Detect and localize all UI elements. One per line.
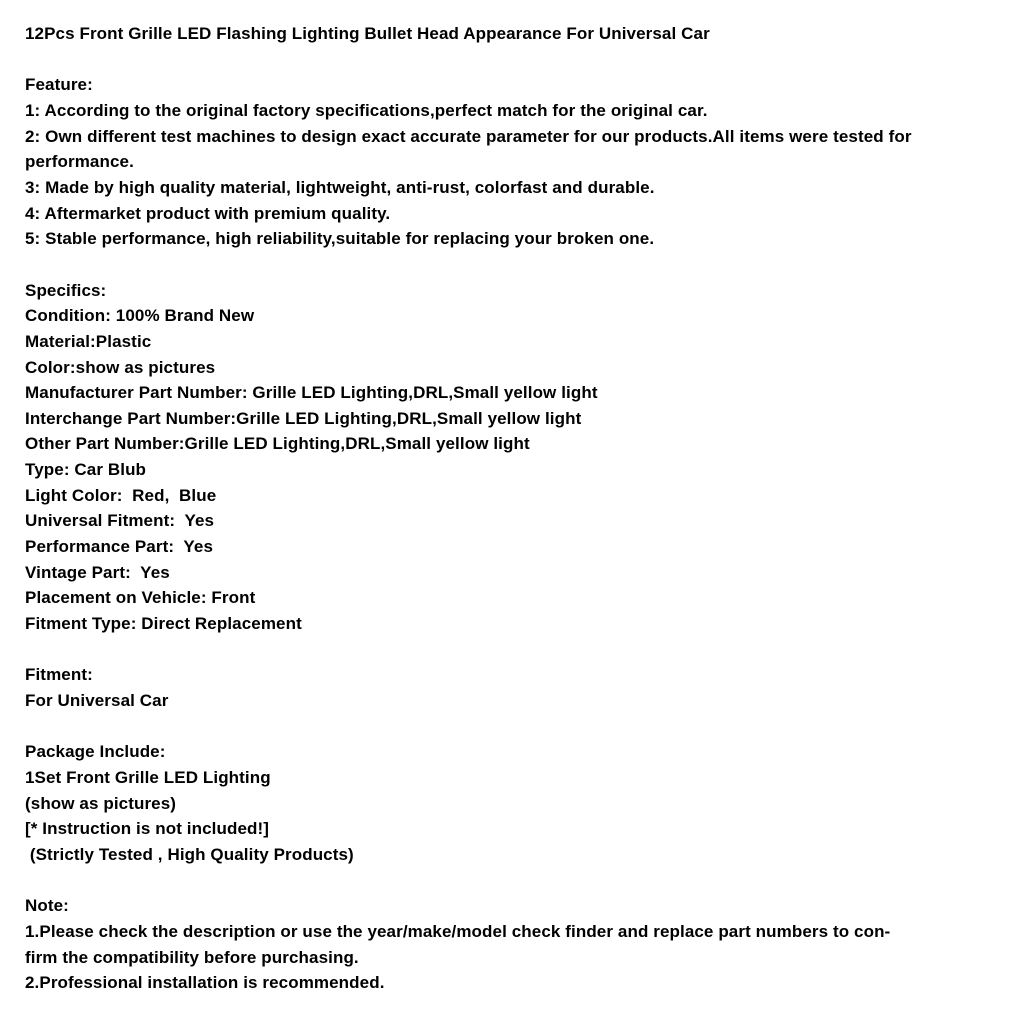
- text-line: Manufacturer Part Number: Grille LED Lighting,DRL,Small yellow light: [25, 383, 598, 403]
- section-package: [25, 739, 1000, 867]
- text-line: Color:show as pictures: [25, 357, 216, 377]
- text-line: 4: Aftermarket product with premium quality.: [25, 203, 391, 223]
- text-line: Vintage Part: Yes: [25, 562, 170, 582]
- package-heading: Package Include:: [25, 742, 166, 762]
- fitment-heading: Fitment:: [25, 665, 93, 685]
- section-specifics: [25, 278, 1000, 637]
- text-line: 5: Stable performance, high reliability,suitable for replacing your broken one.: [25, 229, 655, 249]
- text-line: [* Instruction is not included!]: [25, 819, 270, 839]
- text-line: Fitment Type: Direct Replacement: [25, 614, 302, 634]
- text-line: Condition: 100% Brand New: [25, 306, 255, 326]
- section-title: [25, 21, 1000, 47]
- text-line: 3: Made by high quality material, lightweight, anti-rust, colorfast and durable.: [25, 177, 655, 197]
- text-line: Universal Fitment: Yes: [25, 511, 215, 531]
- feature-heading: Feature:: [25, 75, 93, 95]
- text-line: (Strictly Tested , High Quality Products): [25, 844, 354, 864]
- specifics-heading: Specifics:: [25, 280, 107, 300]
- text-line: Type: Car Blub: [25, 460, 147, 480]
- text-line: firm the compatibility before purchasing.: [25, 947, 359, 967]
- text-line: 1.Please check the description or use the year/make/model check finder and replace part numbers to con-: [25, 921, 891, 941]
- section-fitment: [25, 662, 1000, 713]
- text-line: 1Set Front Grille LED Lighting: [25, 767, 271, 787]
- text-line: For Universal Car: [25, 691, 169, 711]
- text-line: Other Part Number:Grille LED Lighting,DRL,Small yellow light: [25, 434, 530, 454]
- section-feature: [25, 72, 1000, 252]
- text-line: performance.: [25, 152, 134, 172]
- text-line: (show as pictures): [25, 793, 177, 813]
- text-line: Interchange Part Number:Grille LED Lighting,DRL,Small yellow light: [25, 408, 582, 428]
- text-line: Light Color: Red, Blue: [25, 485, 217, 505]
- text-line: 2.Professional installation is recommended.: [25, 973, 385, 993]
- text-line: 2: Own different test machines to design exact accurate parameter for our products.All items were tested for: [25, 126, 912, 146]
- text-line: Placement on Vehicle: Front: [25, 588, 256, 608]
- text-line: 1: According to the original factory specifications,perfect match for the original car.: [25, 100, 708, 120]
- text-line: Material:Plastic: [25, 331, 152, 351]
- section-note: [25, 893, 1000, 996]
- text-line: Performance Part: Yes: [25, 537, 214, 557]
- note-heading: Note:: [25, 896, 69, 916]
- product-title: 12Pcs Front Grille LED Flashing Lighting Bullet Head Appearance For Universal Car: [25, 24, 710, 43]
